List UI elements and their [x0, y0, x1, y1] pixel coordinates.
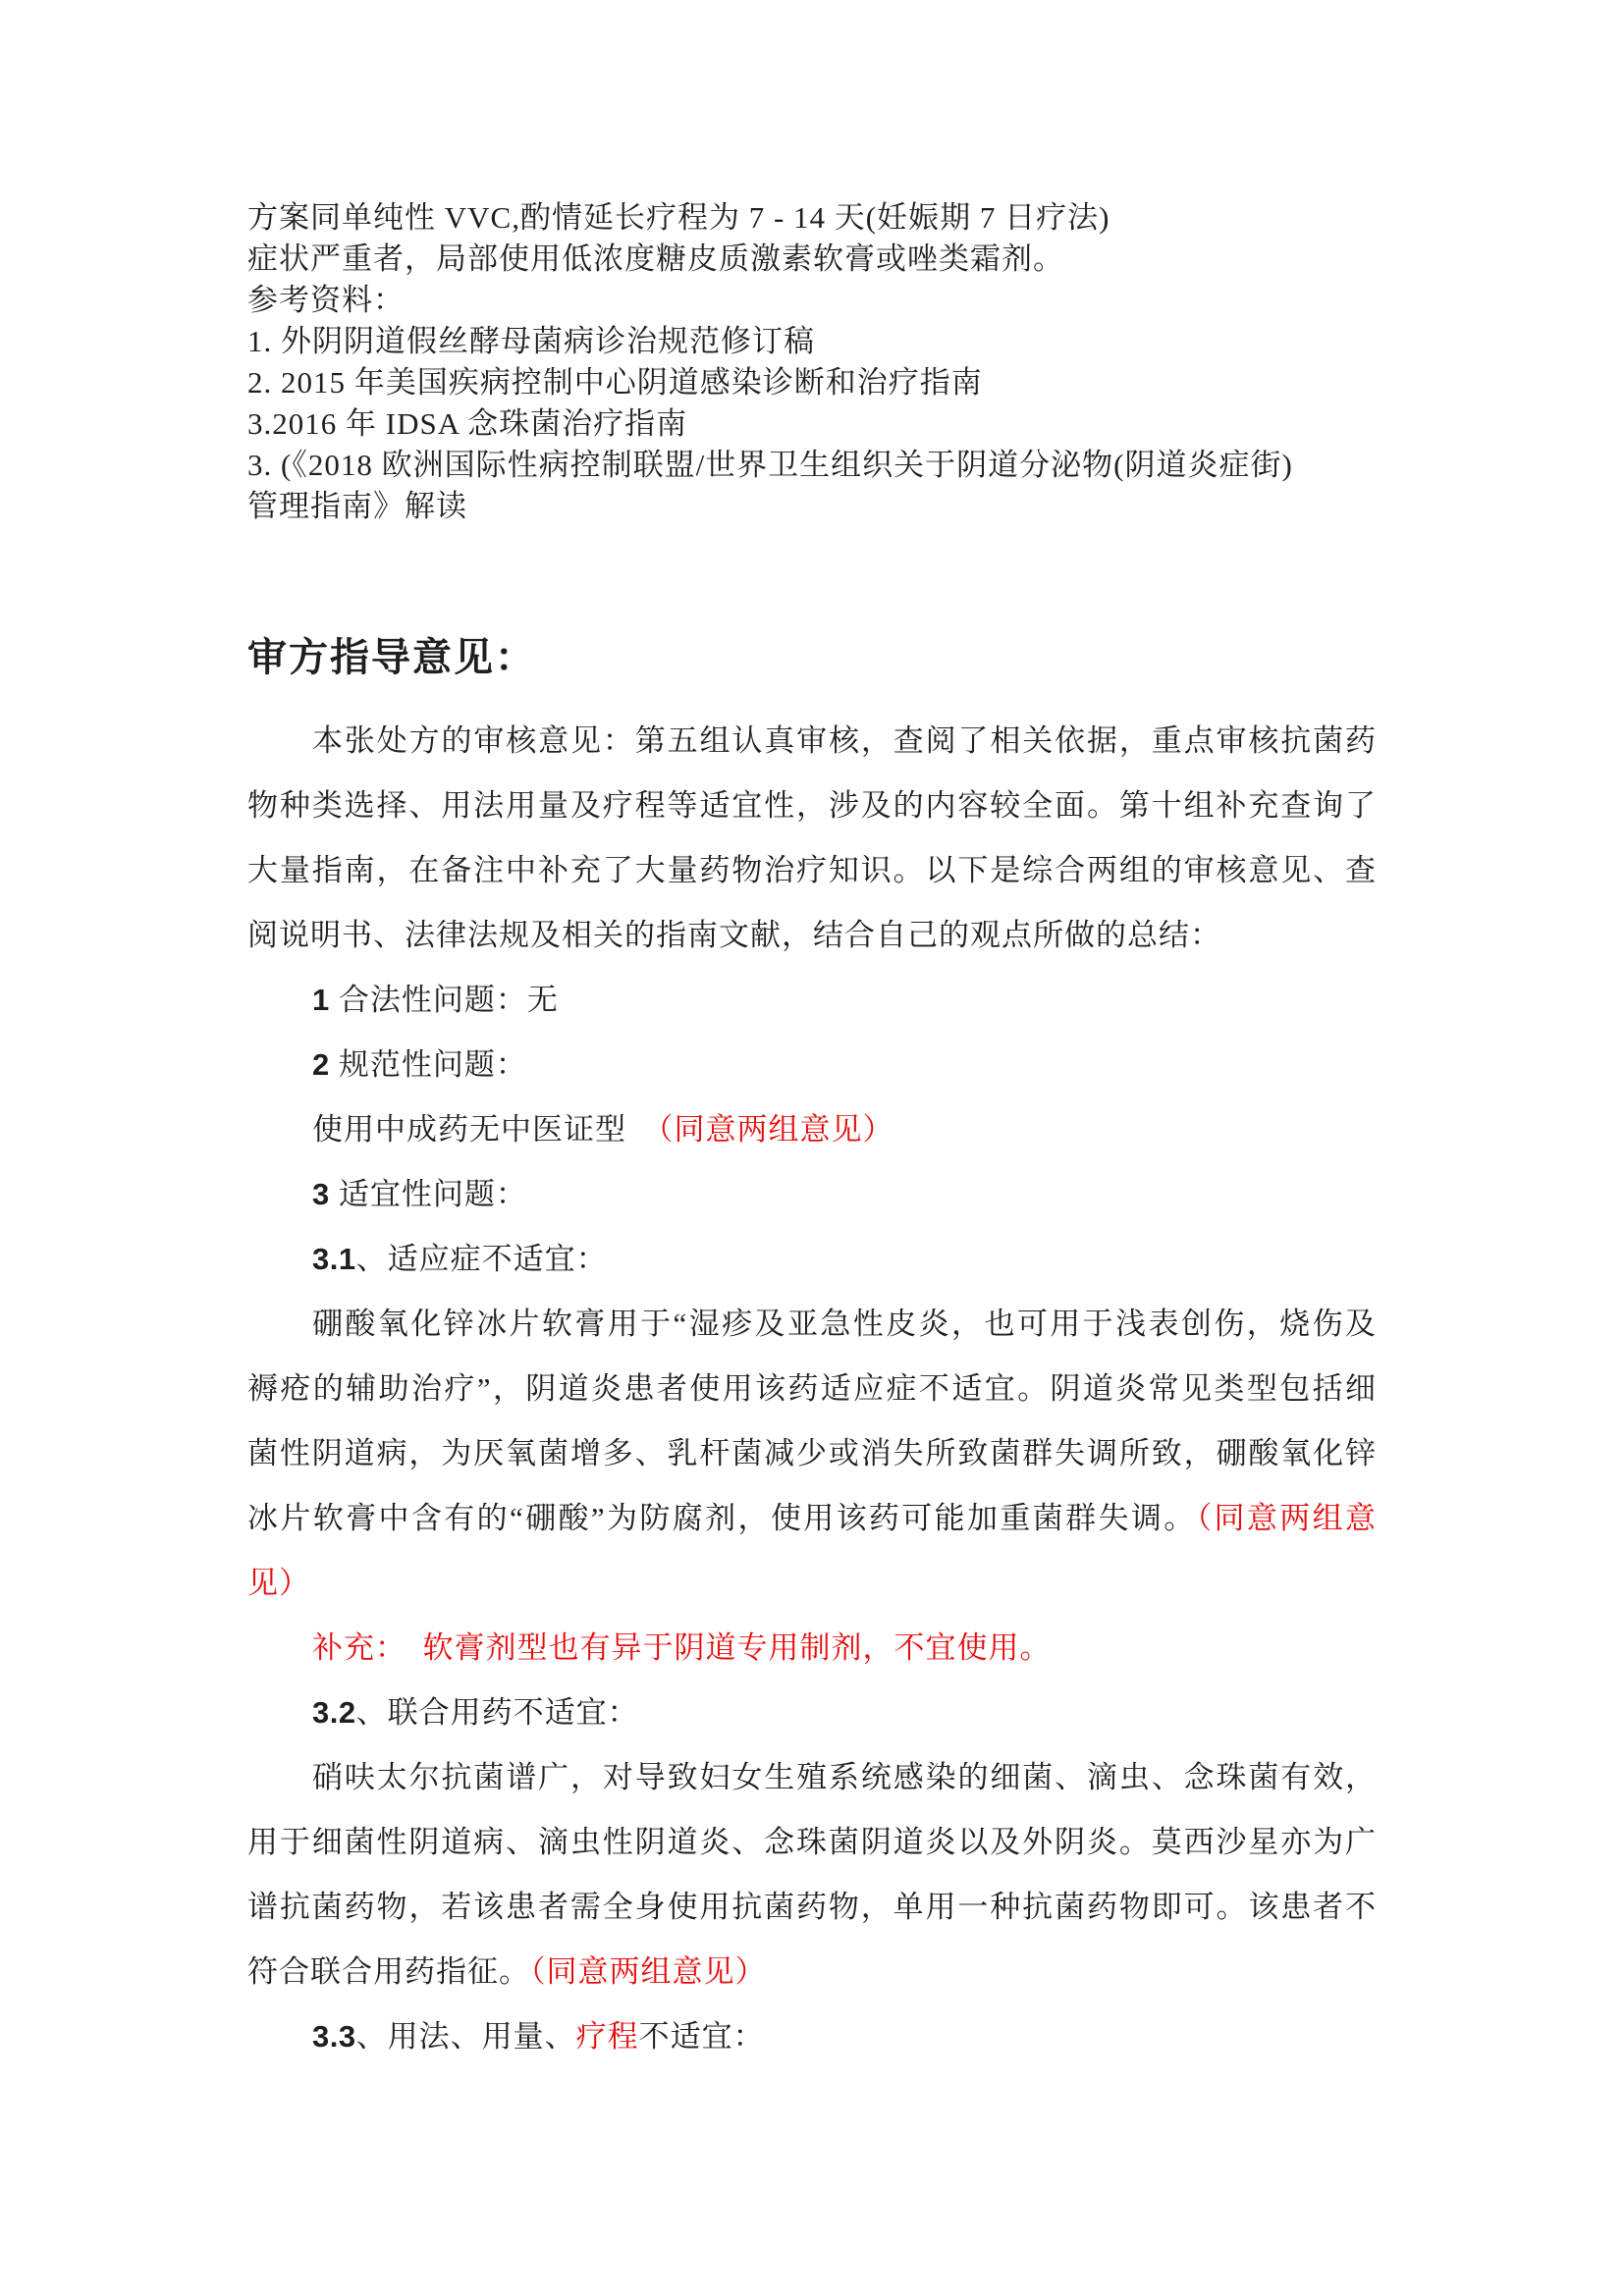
body-text: 3.2: [312, 1695, 356, 1730]
body-text: 2. 2015 年美国疾病控制中心阴道感染诊断和治疗指南: [247, 365, 983, 400]
text-line: [247, 968, 1377, 1033]
body-text: 规范性问题：: [338, 1047, 527, 1082]
text-line: [247, 2004, 1377, 2069]
body-text: 硝呋太尔抗菌谱广，对导致妇女生殖系统感染的细菌、滴虫、念珠菌有效，: [312, 1760, 1377, 1794]
text-line: [247, 1875, 1377, 1940]
text-line: [247, 403, 1377, 445]
body-text: 3: [312, 1177, 339, 1211]
text-line: [247, 903, 1377, 968]
text-line: [247, 486, 1377, 527]
text-line: [247, 838, 1377, 903]
body-text: 阅说明书、法律法规及相关的指南文献，结合自己的观点所做的总结：: [247, 918, 1221, 952]
body-text: 符合联合用药指征。: [247, 1954, 530, 1989]
text-line: [247, 1551, 1377, 1616]
red-annotation-text: 疗程: [575, 2019, 639, 2054]
text-line: [247, 1292, 1377, 1357]
body-text: 褥疮的辅助治疗”，阴道炎患者使用该药适应症不适宜。阴道炎常见类型包括细: [247, 1371, 1377, 1406]
body-text: 方案同单纯性 VVC,酌情延长疗程为 7 - 14 天(妊娠期 7 日疗法): [247, 200, 1110, 235]
body-text: 使用中成药无中医证型: [312, 1112, 658, 1147]
body-text: 冰片软膏中含有的“硼酸”为防腐剂，使用该药可能加重菌群失调。: [247, 1501, 1197, 1535]
body-text: 、适应症不适宜：: [355, 1242, 608, 1276]
body-text: 物种类选择、用法用量及疗程等适宜性，涉及的内容较全面。第十组补充查询了: [247, 788, 1377, 823]
text-line: [247, 239, 1377, 280]
text-line: [247, 1486, 1377, 1551]
review-opinion-block: [247, 709, 1377, 2069]
text-line: [247, 362, 1377, 403]
text-line: [247, 709, 1377, 774]
text-line: [247, 1162, 1377, 1227]
body-text: 3.2016 年 IDSA 念珠菌治疗指南: [247, 406, 688, 441]
red-annotation-text: 见）: [247, 1566, 310, 1600]
text-line: [247, 1097, 1377, 1162]
text-line: [247, 1745, 1377, 1810]
body-text: 硼酸氧化锌冰片软膏用于“湿疹及亚急性皮炎，也可用于浅表创伤，烧伤及: [312, 1307, 1377, 1341]
body-text: 用于细菌性阴道病、滴虫性阴道炎、念珠菌阴道炎以及外阴炎。莫西沙星亦为广: [247, 1825, 1377, 1859]
body-text: 参考资料：: [247, 283, 405, 317]
body-text: 2: [312, 1047, 339, 1082]
section-heading: 审方指导意见：: [247, 635, 536, 679]
text-line: [247, 1810, 1377, 1875]
text-line: [247, 774, 1377, 838]
body-text: 3. (《2018 欧洲国际性病控制联盟/世界卫生组织关于阴道分泌物(阴道炎症街): [247, 448, 1293, 482]
body-text: 菌性阴道病，为厌氧菌增多、乳杆菌减少或消失所致菌群失调所致，硼酸氧化锌: [247, 1436, 1377, 1470]
body-text: 1: [312, 983, 339, 1017]
red-annotation-text: （同意两组意: [1196, 1501, 1378, 1535]
body-text: 、用法、用量、: [355, 2019, 576, 2054]
body-text: 本张处方的审核意见：第五组认真审核，查阅了相关依据，重点审核抗菌药: [312, 723, 1377, 758]
text-line: [247, 445, 1377, 486]
body-text: 3.3: [312, 2019, 356, 2054]
text-line: [247, 280, 1377, 321]
body-text: 合法性问题：无: [338, 983, 559, 1017]
red-annotation-text: （同意两组意见）: [658, 1112, 894, 1147]
reference-notes-block: [247, 197, 1377, 527]
text-line: [247, 321, 1377, 362]
body-text: 谱抗菌药物，若该患者需全身使用抗菌药物，单用一种抗菌药物即可。该患者不: [247, 1890, 1377, 1924]
body-text: 适宜性问题：: [338, 1177, 527, 1211]
body-text: 1. 外阴阴道假丝酵母菌病诊治规范修订稿: [247, 324, 815, 358]
text-line: [247, 197, 1377, 239]
body-text: 管理指南》解读: [247, 489, 467, 523]
text-line: [247, 1227, 1377, 1292]
text-line: [247, 1421, 1377, 1486]
red-annotation-text: 软膏剂型也有异于阴道专用制剂，不宜使用。: [422, 1630, 1052, 1665]
body-text: 大量指南，在备注中补充了大量药物治疗知识。以下是综合两组的审核意见、查: [247, 853, 1377, 887]
text-line: [247, 1940, 1377, 2004]
body-text: 、联合用药不适宜：: [355, 1695, 639, 1730]
body-text: 3.1: [312, 1242, 356, 1276]
body-text: 症状严重者，局部使用低浓度糖皮质激素软膏或唑类霜剂。: [247, 241, 1064, 276]
red-annotation-text: 补充：: [312, 1630, 423, 1665]
text-line: [247, 1616, 1377, 1681]
text-line: [247, 1357, 1377, 1421]
text-line: [247, 1681, 1377, 1745]
text-line: [247, 1033, 1377, 1097]
body-text: 不适宜：: [638, 2019, 765, 2054]
red-annotation-text: （同意两组意见）: [530, 1954, 767, 1989]
